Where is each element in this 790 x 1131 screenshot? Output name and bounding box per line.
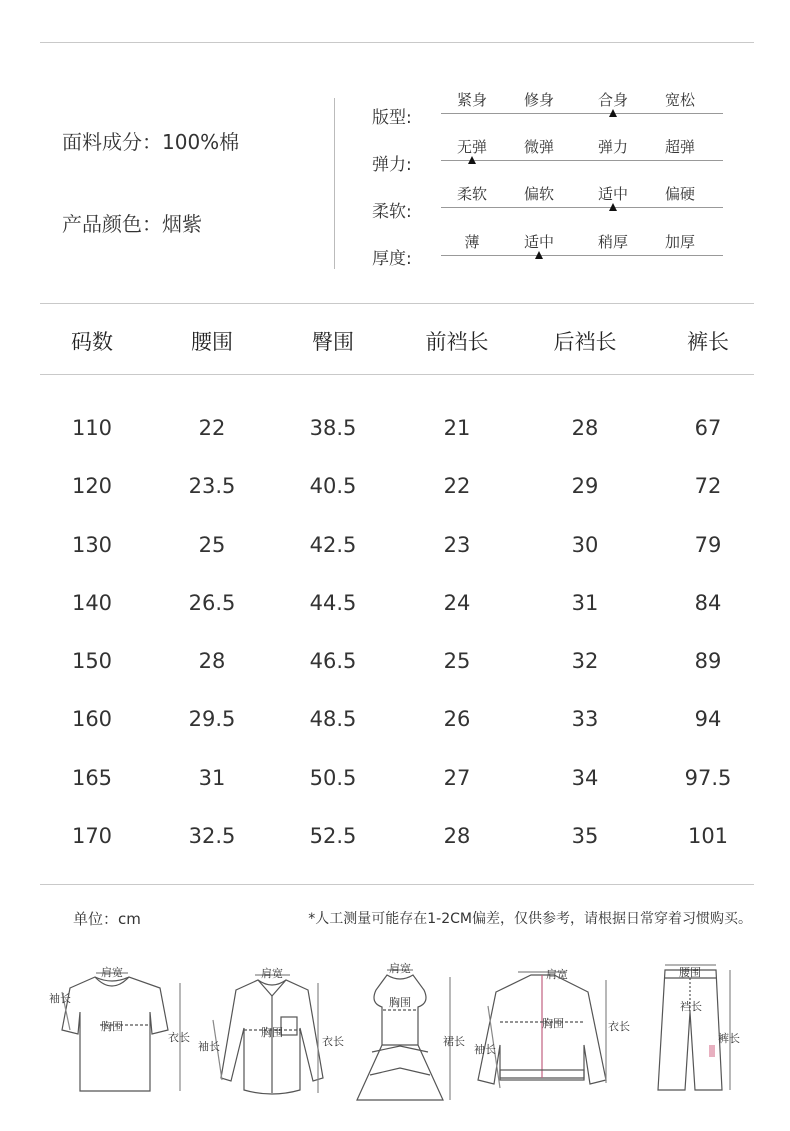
pants-diagram <box>658 965 730 1090</box>
table-top-divider <box>40 303 754 304</box>
shirt-sleeve-label: 袖长 <box>198 1040 220 1053</box>
attribute-track <box>441 160 723 161</box>
attribute-option: 稍厚 <box>597 233 628 251</box>
dress-diagram <box>357 970 450 1100</box>
attribute-option: 适中 <box>523 233 554 251</box>
tshirt-chest-label: 胸围 <box>101 1020 123 1033</box>
table-cell: 165 <box>71 766 113 790</box>
section-divider <box>334 98 335 269</box>
table-cell: 130 <box>71 533 113 557</box>
table-bottom-divider <box>40 884 754 885</box>
dress-chest-label: 胸围 <box>389 996 411 1009</box>
attribute-label: 弹力: <box>372 155 412 175</box>
garment-measurement-diagrams <box>0 950 790 1131</box>
pants-waist-label: 腰围 <box>679 966 701 979</box>
table-cell: 28 <box>443 824 471 848</box>
attribute-track <box>441 113 723 114</box>
table-cell: 110 <box>71 416 113 440</box>
table-cell: 170 <box>71 824 113 848</box>
table-cell: 33 <box>571 707 599 731</box>
table-cell: 97.5 <box>684 766 732 790</box>
fabric-composition: 面料成分：100%棉 <box>62 130 240 154</box>
column-header: 后裆长 <box>553 330 617 354</box>
attribute-track <box>441 255 723 256</box>
table-cell: 101 <box>687 824 729 848</box>
attribute-option: 紧身 <box>456 91 487 109</box>
table-cell: 29 <box>571 474 599 498</box>
table-cell: 22 <box>443 474 471 498</box>
unit-label: 单位：cm <box>73 910 141 928</box>
table-cell: 42.5 <box>309 533 357 557</box>
table-cell: 38.5 <box>309 416 357 440</box>
table-header-divider <box>40 374 754 375</box>
table-cell: 44.5 <box>309 591 357 615</box>
attribute-option: 偏软 <box>523 185 554 203</box>
attribute-option: 宽松 <box>664 91 695 109</box>
attribute-option: 无弹 <box>456 138 487 156</box>
table-cell: 26.5 <box>188 591 236 615</box>
attribute-marker-icon <box>609 203 617 211</box>
attribute-option: 微弹 <box>523 138 554 156</box>
attribute-option: 加厚 <box>664 233 695 251</box>
attribute-marker-icon <box>535 251 543 259</box>
attribute-option: 偏硬 <box>664 185 695 203</box>
table-cell: 120 <box>71 474 113 498</box>
table-cell: 23.5 <box>188 474 236 498</box>
attribute-option: 适中 <box>597 185 628 203</box>
tshirt-shoulder-label: 肩宽 <box>101 966 123 979</box>
shirt-length-label: 衣长 <box>322 1035 344 1048</box>
column-header: 码数 <box>71 330 113 354</box>
attribute-track <box>441 207 723 208</box>
attribute-option: 合身 <box>597 91 628 109</box>
measurement-note: *人工测量可能存在1-2CM偏差，仅供参考，请根据日常穿着习惯购买。 <box>308 911 752 927</box>
attribute-option: 薄 <box>464 233 480 251</box>
attribute-marker-icon <box>468 156 476 164</box>
table-cell: 22 <box>198 416 226 440</box>
table-cell: 28 <box>198 649 226 673</box>
column-header: 腰围 <box>191 330 233 354</box>
table-cell: 140 <box>71 591 113 615</box>
table-cell: 79 <box>694 533 722 557</box>
table-cell: 160 <box>71 707 113 731</box>
shirt-chest-label: 胸围 <box>261 1026 283 1039</box>
jacket-diagram <box>478 972 606 1088</box>
jacket-length-label: 衣长 <box>608 1020 630 1033</box>
attribute-option: 修身 <box>523 91 554 109</box>
dress-shoulder-label: 肩宽 <box>389 962 411 975</box>
attribute-label: 柔软: <box>372 202 412 222</box>
attribute-label: 版型: <box>372 108 412 128</box>
tshirt-sleeve-label: 袖长 <box>49 992 71 1005</box>
table-cell: 30 <box>571 533 599 557</box>
jacket-shoulder-label: 肩宽 <box>546 968 568 981</box>
table-cell: 94 <box>694 707 722 731</box>
column-header: 臀围 <box>312 330 354 354</box>
table-cell: 27 <box>443 766 471 790</box>
table-cell: 29.5 <box>188 707 236 731</box>
column-header: 前裆长 <box>425 330 489 354</box>
table-cell: 34 <box>571 766 599 790</box>
table-cell: 150 <box>71 649 113 673</box>
table-cell: 40.5 <box>309 474 357 498</box>
table-cell: 52.5 <box>309 824 357 848</box>
jacket-sleeve-label: 袖长 <box>474 1043 496 1056</box>
attribute-label: 厚度: <box>372 249 412 269</box>
table-cell: 46.5 <box>309 649 357 673</box>
jacket-chest-label: 胸围 <box>542 1017 564 1030</box>
table-cell: 25 <box>198 533 226 557</box>
table-cell: 31 <box>198 766 226 790</box>
table-cell: 50.5 <box>309 766 357 790</box>
table-cell: 31 <box>571 591 599 615</box>
product-color: 产品颜色：烟紫 <box>62 212 202 236</box>
attribute-option: 柔软 <box>456 185 487 203</box>
table-cell: 67 <box>694 416 722 440</box>
table-cell: 32.5 <box>188 824 236 848</box>
table-cell: 23 <box>443 533 471 557</box>
attribute-marker-icon <box>609 109 617 117</box>
table-cell: 84 <box>694 591 722 615</box>
dress-length-label: 裙长 <box>443 1035 465 1048</box>
attribute-option: 超弹 <box>664 138 695 156</box>
table-cell: 21 <box>443 416 471 440</box>
tshirt-length-label: 衣长 <box>168 1031 190 1044</box>
top-divider <box>40 42 754 43</box>
table-cell: 48.5 <box>309 707 357 731</box>
table-cell: 35 <box>571 824 599 848</box>
table-cell: 72 <box>694 474 722 498</box>
pants-crotch-label: 裆长 <box>680 1000 702 1013</box>
table-cell: 32 <box>571 649 599 673</box>
attribute-option: 弹力 <box>597 138 628 156</box>
table-cell: 24 <box>443 591 471 615</box>
table-cell: 25 <box>443 649 471 673</box>
pants-length-label: 裤长 <box>718 1032 740 1045</box>
column-header: 裤长 <box>687 330 729 354</box>
table-cell: 28 <box>571 416 599 440</box>
shirt-shoulder-label: 肩宽 <box>261 967 283 980</box>
table-cell: 89 <box>694 649 722 673</box>
table-cell: 26 <box>443 707 471 731</box>
